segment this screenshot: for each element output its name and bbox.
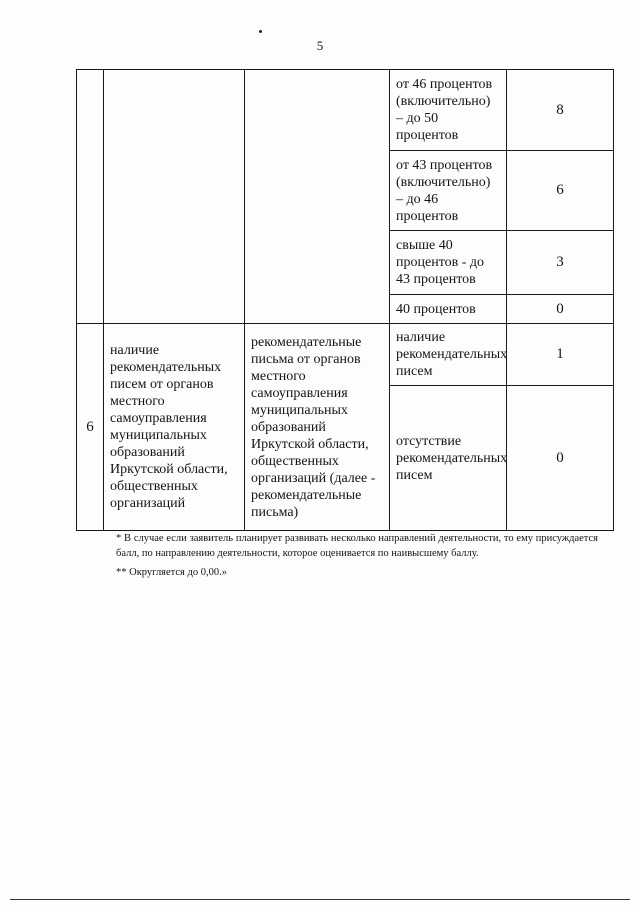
condition-cell: свыше 40 процентов - до 43 процентов (390, 231, 507, 295)
score-cell: 0 (507, 295, 614, 324)
condition-cell: отсутствие рекомендательных писем (390, 386, 507, 531)
condition-cell: от 43 процентов (включительно) – до 46 процентов (390, 151, 507, 231)
document-cell-continued (245, 70, 390, 324)
page-number: 5 (316, 38, 324, 53)
criterion-cell-continued (104, 70, 245, 324)
score-cell: 8 (507, 70, 614, 151)
table-row (77, 324, 614, 386)
score-cell: 6 (507, 151, 614, 231)
condition-cell: 40 процентов (390, 295, 507, 324)
criterion-name: наличие рекомендательных писем от органов местного самоуправления муниципальных образований Иркутской области, общественных организаций (104, 324, 245, 531)
score-cell: 0 (507, 386, 614, 531)
table-row (77, 70, 614, 151)
condition-cell: наличие рекомендательных писем (390, 324, 507, 386)
criterion-document: рекомендательные письма от органов местного самоуправления муниципальных образований Иркутской области, общественных организаций (далее - рекомендательные письма) (245, 324, 390, 531)
footnote-1: * В случае если заявитель планирует развивать несколько направлений деятельности, то ему присуждается балл, по направлению деятельности, которое оценивается по наивысшему баллу. (116, 533, 598, 559)
criteria-table (76, 69, 614, 531)
criterion-number: 6 (77, 324, 104, 531)
footnotes (116, 531, 598, 580)
scan-speck (259, 30, 262, 33)
score-cell: 3 (507, 231, 614, 295)
scan-edge-line (10, 899, 630, 900)
number-cell-continued (77, 70, 104, 324)
footnote-2: ** Округляется до 0,00.» (116, 567, 227, 578)
condition-cell: от 46 процентов (включительно) – до 50 процентов (390, 70, 507, 151)
score-cell: 1 (507, 324, 614, 386)
